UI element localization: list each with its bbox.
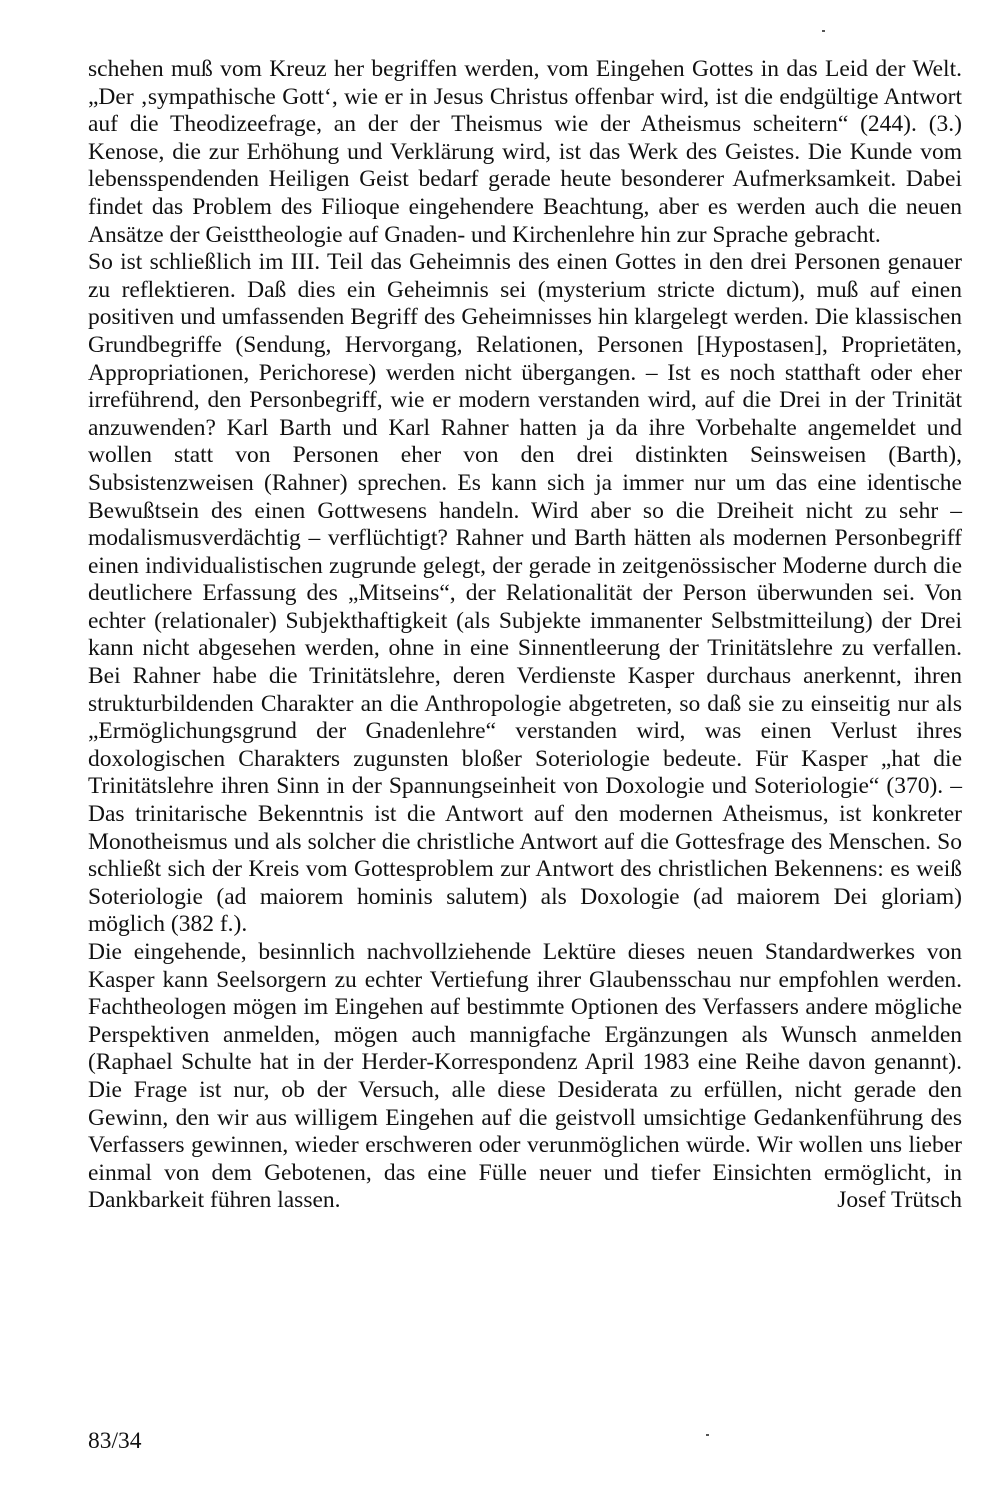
paragraph-2: So ist schließlich im III. Teil das Geheimnis des einen Gottes in den drei Personen genauer zu reflektieren. Daß dies ein Geheimnis sei (mysterium stricte dictum), muß auf einen positiven und umfassenden Begriff des Geheimnisses hin klargelegt werden. Die klassischen Grundbegriffe (Sendung, Hervorgang, Relationen, Personen [Hypostasen], Proprietäten, Appropriationen, Perichorese) werden nicht übergangen. – Ist es noch statthaft oder eher irreführend, den Personbegriff, wie er modern verstanden wird, auf die Drei in der Trinität anzuwenden? Karl Barth und Karl Rahner hatten ja da ihre Vorbehalte angemeldet und wollen statt von Personen eher von den drei distinkten Seinsweisen (Barth), Subsistenzweisen (Rahner) sprechen. Es kann sich ja immer nur um das eine identische Bewußtsein des einen Gottwesens handeln. Wird aber so die Dreiheit nicht zu sehr – modalismusverdächtig – verflüchtigt? Rahner und Barth hätten als modernen Personbegriff einen individualistischen zugrunde gelegt, der gerade in zeitgenössischer Moderne durch die deutlichere Erfassung des „Mitseins“, der Relationalität der Person überwunden sei. Von echter (relationaler) Subjekthaftigkeit (als Subjekte immanenter Selbstmitteilung) der Drei kann nicht abgesehen werden, ohne in eine Sinnentleerung der Trinitätslehre zu verfallen. Bei Rahner habe die Trinitätslehre, deren Verdienste Kasper durchaus anerkennt, ihren strukturbildenden Charakter an die Anthropologie abgetreten, so daß sie zu einseitig nur als „Ermöglichungsgrund der Gnadenlehre“ verstanden wird, was einen Verlust ihres doxologischen Charakters zugunsten bloßer Soteriologie bedeute. Für Kasper „hat die Trinitätslehre ihren Sinn in der Spannungseinheit von Doxologie und Soteriologie“ (370). – Das trinitarische Bekenntnis ist die Antwort auf den modernen Atheismus, ist konkreter Monotheismus und als solcher die christliche Antwort auf die Gottesfrage des Menschen. So schließt sich der Kreis vom Gottesproblem zur Antwort des christlichen Bekennens: es weiß Soteriologie (ad maiorem hominis salutem) als Doxologie (ad maiorem Dei gloriam) möglich (382 f.).	[88, 249, 962, 938]
paragraph-3	[88, 939, 962, 1215]
scan-speck	[822, 30, 825, 32]
scan-speck	[706, 1434, 709, 1436]
page-number: 83/34	[88, 1428, 142, 1454]
review-text	[88, 56, 962, 1215]
paragraph-3-text: Die eingehende, besinnlich nachvollziehende Lektüre dieses neuen Standardwerkes von Kasper kann Seelsorgern zu echter Vertiefung ihrer Glaubensschau nur empfohlen werden. Fachtheologen mögen im Eingehen auf bestimmte Optionen des Verfassers andere mögliche Perspektiven anmelden, mögen auch mannigfache Ergänzungen als Wunsch anmelden (Raphael Schulte hat in der Herder-Korrespondenz April 1983 eine Reihe davon genannt). Die Frage ist nur, ob der Versuch, alle diese Desiderata zu erfüllen, nicht gerade den Gewinn, den wir aus willigem Eingehen auf die geistvoll umsichtige Gedankenführung des Verfassers gewinnen, wieder erschweren oder verunmöglichen würde. Wir wollen uns lieber einmal von dem Gebotenen, das eine Fülle neuer und tiefer Einsichten ermöglicht, in Dankbarkeit führen lassen.	[88, 939, 962, 1214]
paragraph-1: schehen muß vom Kreuz her begriffen werden, vom Eingehen Gottes in das Leid der Welt. „Der ‚sympathische Gott‘, wie er in Jesus Christus offenbar wird, ist die endgültige Antwort auf die Theodizeefrage, an der der Theismus wie der Atheismus scheitern“ (244). (3.) Kenose, die zur Erhöhung und Verklärung wird, ist das Werk des Geistes. Die Kunde vom lebensspendenden Heiligen Geist bedarf gerade heute besonderer Aufmerksamkeit. Dabei findet das Problem des Filioque eingehendere Beachtung, aber es werden auch die neuen Ansätze der Geisttheologie auf Gnaden- und Kirchenlehre hin zur Sprache gebracht.	[88, 56, 962, 248]
author-signature: Josef Trütsch	[837, 1187, 962, 1214]
